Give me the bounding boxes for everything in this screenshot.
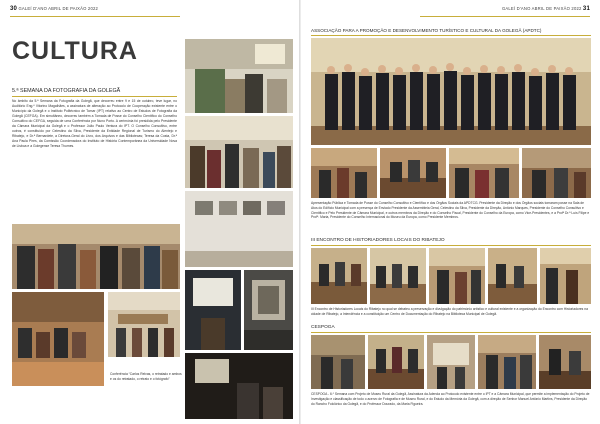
section-title-semana: 5.ª SEMANA DA FOTOGRAFIA DA GOLEGÃ [12, 88, 121, 94]
photo-apdtc-4 [522, 148, 591, 198]
left-page-header [10, 6, 98, 12]
photo-historiadores-2 [370, 248, 426, 304]
photo-cespoga-1 [311, 335, 365, 389]
photo-lecture-projection [185, 353, 293, 419]
section-title-historiadores: III ENCONTRO DE HISTORIADORES LOCAIS DO RIBATEJO [311, 238, 445, 243]
right-page-header [502, 6, 590, 12]
right-running-header: GALEÍ D'ANO ABRIL DE PAIXÃO 2022 [501, 6, 582, 11]
section-body-text: No âmbito da 5.ª Semana da Fotografia da Golegã, que decorreu entre 9 e 15 de outubro, teve lugar, no Auditório Eng.º Vitorino Magalhães, a assinatura de alteração ao Protocolo de Cooperação existente entre o Município da Golegã e o Instituto Politécnico de Tomar (IPT) relativo ao Centro de Estudos de Fotografia da Golegã (CEFGA). Em simultâneo, decorreu também a Tomada de Posse do Conselho Científico do Conselho Consultivo do CEFGA, seguida de uma Conferência por Nuno Porto. A cerimónia foi presidida pelo Presidente da Câmara Municipal da Golegã e o Professor João Paulo Ventura do IPT. O Conselho Consultivo, entre outros, é constituído por Celestino da Silva, Presidente da Entidade Regional de Turismo do Alentejo e Ribatejo, e Dr.ª Bernardete, a Diretora-Geral do Livro, dos Arquivos e das Bibliotecas; Teresa da Costa, Dr.ª Ana Paula Pires, da Comissão Coordenadora do Instituto de História Contemporânea da Universidade Nova de Lisboa e a Golegense Teresa Thurnes. [12, 99, 177, 148]
historiadores-caption: III Encontro de Historiadores Locais do Ribatejo no qual se debateu a preservação e divulgação do património artístico e cultural existente e a organização do Encontro com Historiadores na cidade de Ribatejo, a Intendência e a constituição um Centro de Documentação do Ribatejo na Biblioteca Municipal de Golegã. [311, 307, 588, 316]
photo-cespoga-4 [478, 335, 536, 389]
photo-apdtc-1 [311, 148, 377, 198]
photo-framed-picture [244, 270, 293, 350]
photo-cespoga-3 [427, 335, 475, 389]
photo-group-apdtc [311, 38, 591, 145]
section-rule [12, 96, 177, 97]
photo-cespoga-5 [539, 335, 591, 389]
photo-conference-room [108, 292, 180, 357]
apdtc-caption: Apresentação Pública e Tomada de Posse do Conselho Consultivo e Científico e dos Órgãos Sociais da APDTCG. Presidente da Direção e dos Órgãos sociais tomaram posse na Sala de Atos do Edifício Municipal com a presença de Enviado Presidente da Assembleia Geral, Celestino da Silva, Presidente da Direção, António Marques, Presidente do Conselho Consultivo e Científico e Pelo Presidente de Câmara Municipal, e outros membros da Direção e do Conselho Fiscal, Presidente do Conselho da Europa, como Vice-Presidentes, e a Profª Dr.ª Luís Filipe e Profª. Maria, Presidente do Conselho Internacional do Museu da Europa, como Presidente Membros. [311, 201, 590, 220]
right-page [301, 0, 600, 424]
section2-rule [311, 245, 591, 246]
photo-apdtc-2 [380, 148, 446, 198]
photo-exhibition-walls [185, 191, 293, 267]
photo-speaker-screen [185, 270, 241, 350]
photo-cespoga-2 [368, 335, 424, 389]
cespoga-caption: CESPOGA - 6.º Semana com Projeto de Museu Rural da Golegã, Assinatura da Adenda ao Protocolo existente entre o IPT e a Câmara Municipal, que permite a implementação do Projeto de Investigação e classificação de todo o acervo de Fotografia e de Museu Rural, e do Estudo da Memória da Golegã, com a direção de Senhor Manuel António Martins, Presidente da Direção do Rancho Folclórico da Golegã, e do Professor Dourado, da Maria Figueira. [311, 392, 590, 406]
page-title: CULTURA [12, 37, 138, 65]
photo-historiadores-1 [311, 248, 367, 304]
right-page-number: 31 [582, 6, 590, 12]
left-header-rule [10, 16, 180, 17]
section-title-apdtc: ASSOCIAÇÃO PARA A PROMOÇÃO E DESENVOLVIMENTO TURÍSTICO E CULTURAL DA GOLEGÃ (APDTC) [311, 28, 542, 33]
photo-historiadores-3 [429, 248, 485, 304]
photo-visitors-hall [185, 116, 293, 188]
section1-rule [311, 35, 591, 36]
conference-caption: Conferência “Carlos Relvas, o retratado e ambos e os do retratado, o retrato e o fotógrafo” [110, 372, 182, 381]
photo-apdtc-3 [449, 148, 519, 198]
photo-gallery-exhibition [185, 39, 293, 113]
photo-audience-rows [12, 292, 104, 386]
right-header-rule [420, 16, 590, 17]
section3-rule [311, 332, 591, 333]
photo-audience-seated [12, 224, 180, 289]
left-running-header: GALEÍ D'ANO ABRIL DE PAIXÃO 2022 [18, 6, 99, 11]
left-page-number: 30 [10, 6, 18, 12]
photo-historiadores-4 [488, 248, 537, 304]
left-page [0, 0, 299, 424]
photo-historiadores-5 [540, 248, 591, 304]
section-title-cespoga: CESPOGA [311, 325, 335, 330]
